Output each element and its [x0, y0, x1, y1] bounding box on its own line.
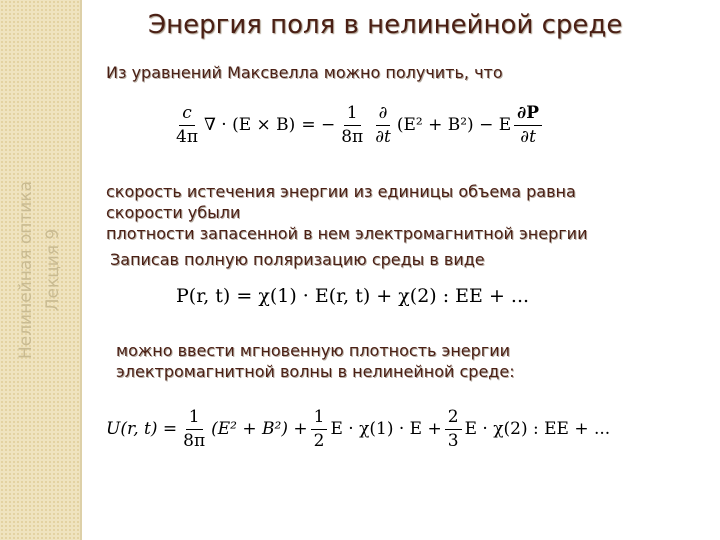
- energy-flow-line-2: скорости убыли: [106, 203, 241, 222]
- slide-title: Энергия поля в нелинейной среде: [148, 10, 623, 40]
- instant-density-line-2: электромагнитной волны в нелинейной среде:: [116, 362, 515, 381]
- intro-text: Из уравнений Максвелла можно получить, что: [106, 63, 503, 82]
- fraction-numerator: 2: [445, 408, 462, 430]
- equals-minus: = −: [301, 115, 336, 136]
- energy-flow-line-3: плотности запасенной в нем электромагнитной энергии: [106, 224, 588, 243]
- fraction-numerator: 1: [344, 104, 361, 126]
- sidebar-caption: [13, 181, 67, 359]
- energy-flow-line-1: скорость истечения энергии из единицы объема равна: [106, 182, 576, 201]
- sidebar-divider: [80, 0, 82, 540]
- fraction-numerator: 1: [186, 408, 203, 430]
- fraction-c-over-4pi: [173, 104, 201, 146]
- fraction-denominator: 3: [447, 430, 459, 451]
- fraction-one-over-8pi: [338, 104, 366, 146]
- fraction-denominator: ∂t: [375, 126, 391, 147]
- fraction-one-over-8pi: [180, 408, 208, 450]
- instant-density-line-1: можно ввести мгновенную плотность энергии: [116, 341, 510, 360]
- equation-poynting: [170, 104, 545, 146]
- divergence-term: ∇ · (E × B): [204, 115, 296, 136]
- fraction-dP-dt: [514, 104, 542, 146]
- lecture-number: Лекция 9: [43, 228, 63, 312]
- fraction-denominator: 4π: [176, 126, 198, 147]
- fraction-denominator: ∂t: [520, 126, 536, 147]
- linear-susceptibility-term: E · χ(1) · E +: [330, 419, 442, 440]
- fraction-one-half: [311, 408, 328, 450]
- fraction-denominator: 8π: [183, 430, 206, 451]
- equation-energy-density: [106, 408, 610, 450]
- fraction-numerator: ∂P: [514, 104, 542, 126]
- fraction-numerator: 1: [311, 408, 328, 430]
- course-name: Нелинейная оптика: [16, 180, 36, 360]
- polarization-expansion: P(r, t) = χ(1) · E(r, t) + χ(2) : EE + ...: [176, 285, 530, 307]
- fraction-denominator: 8π: [341, 126, 364, 147]
- quadratic-susceptibility-term: E · χ(2) : EE + ...: [464, 419, 611, 440]
- polarization-intro: Записав полную поляризацию среды в виде: [110, 250, 485, 269]
- fraction-numerator: c: [179, 104, 195, 126]
- fraction-numerator: ∂: [376, 104, 391, 126]
- fraction-two-thirds: [445, 408, 462, 450]
- fraction-denominator: 2: [313, 430, 325, 451]
- field-energy-term: (E² + B²) − E: [396, 115, 512, 136]
- fraction-partial-dt: [372, 104, 394, 146]
- field-energy-term: (E² + B²) +: [211, 419, 308, 440]
- energy-density-lhs: U(r, t) =: [106, 419, 178, 440]
- equation-polarization: [176, 285, 529, 307]
